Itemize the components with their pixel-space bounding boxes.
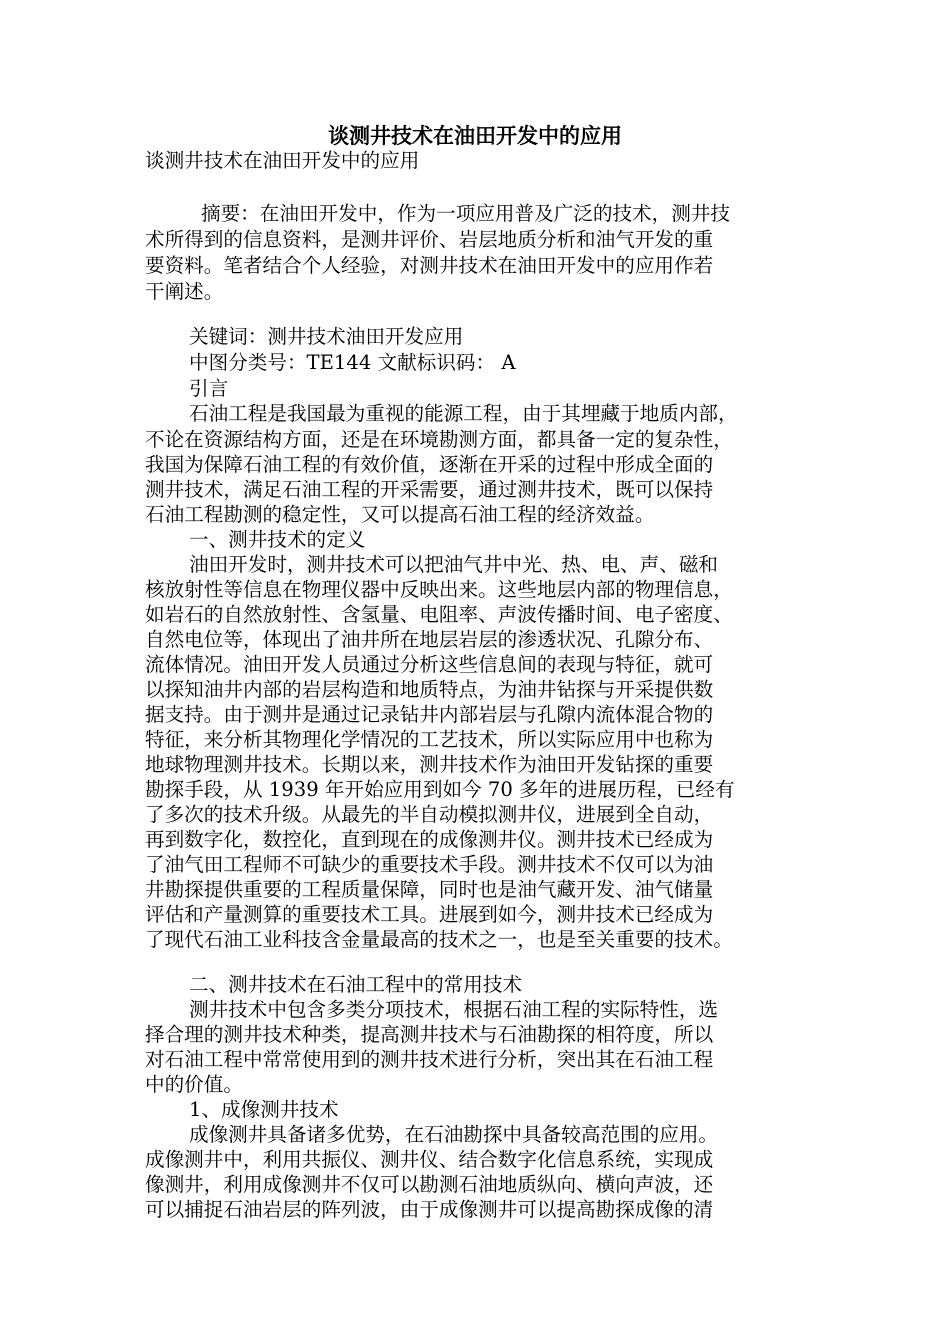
paragraph-line: 石油工程勘测的稳定性，又可以提高石油工程的经济效益。 — [145, 503, 655, 526]
abstract-line: 术所得到的信息资料，是测井评价、岩层地质分析和油气开发的重 — [145, 228, 714, 251]
classification: 中图分类号：TE144 文献标识码： A — [189, 351, 516, 374]
paragraph-line: 测井技术中包含多类分项技术，根据石油工程的实际特性，选 — [189, 998, 719, 1021]
paragraph-line: 石油工程是我国最为重视的能源工程，由于其埋藏于地质内部， — [189, 402, 738, 425]
paragraph-line: 自然电位等，体现出了油井所在地层岩层的渗透状况、孔隙分布、 — [145, 628, 714, 651]
paragraph-line: 不论在资源结构方面，还是在环境勘测方面，都具备一定的复杂性， — [145, 428, 733, 451]
paragraph-line: 测井技术，满足石油工程的开采需要，通过测井技术，既可以保持 — [145, 478, 714, 501]
document-subtitle: 谈测井技术在油田开发中的应用 — [145, 149, 420, 172]
paragraph-line: 流体情况。油田开发人员通过分析这些信息间的表现与特征，就可 — [145, 653, 714, 676]
paragraph-line: 评估和产量测算的重要技术工具。进展到如今，测井技术已经成为 — [145, 903, 714, 926]
paragraph-line: 了多次的技术升级。从最先的半自动模拟测井仪，进展到全自动， — [145, 803, 714, 826]
subsection-heading: 1、成像测井技术 — [189, 1098, 339, 1121]
section-heading: 二、测井技术在石油工程中的常用技术 — [189, 973, 523, 996]
paragraph-line: 以探知油井内部的岩层构造和地质特点，为油井钻探与开采提供数 — [145, 678, 714, 701]
paragraph-line: 地球物理测井技术。长期以来，测井技术作为油田开发钻探的重要 — [145, 753, 714, 776]
paragraph-line: 对石油工程中常常使用到的测井技术进行分析，突出其在石油工程 — [145, 1048, 714, 1071]
paragraph-line: 像测井，利用成像测井不仅可以勘测石油地质纵向、横向声波，还 — [145, 1173, 714, 1196]
abstract-line: 干阐述。 — [145, 280, 224, 303]
paragraph-line: 我国为保障石油工程的有效价值，逐渐在开采的过程中形成全面的 — [145, 453, 714, 476]
paragraph-line: 成像测井中，利用共振仪、测井仪、结合数字化信息系统，实现成 — [145, 1148, 714, 1171]
paragraph-line: 了油气田工程师不可缺少的重要技术手段。测井技术不仅可以为油 — [145, 853, 714, 876]
paragraph-line: 核放射性等信息在物理仪器中反映出来。这些地层内部的物理信息， — [145, 578, 733, 601]
paragraph-line: 油田开发时，测井技术可以把油气井中光、热、电、声、磁和 — [189, 553, 719, 576]
paragraph-line: 据支持。由于测井是通过记录钻井内部岩层与孔隙内流体混合物的 — [145, 703, 714, 726]
paragraph-line: 再到数字化，数控化，直到现在的成像测井仪。测井技术已经成为 — [145, 828, 714, 851]
paragraph-line: 成像测井具备诸多优势，在石油勘探中具备较高范围的应用。 — [189, 1123, 719, 1146]
abstract-line: 摘要：在油田开发中，作为一项应用普及广泛的技术，测井技 — [201, 202, 731, 225]
paragraph-line: 特征，来分析其物理化学情况的工艺技术，所以实际应用中也称为 — [145, 728, 714, 751]
document-title: 谈测井技术在油田开发中的应用 — [328, 124, 622, 148]
paragraph-line: 择合理的测井技术种类，提高测井技术与石油勘探的相符度，所以 — [145, 1023, 714, 1046]
paragraph-line: 勘探手段，从 1939 年开始应用到如今 70 多年的进展历程，已经有 — [145, 778, 735, 801]
paragraph-line: 井勘探提供重要的工程质量保障，同时也是油气藏开发、油气储量 — [145, 878, 714, 901]
keywords: 关键词：测井技术油田开发应用 — [189, 325, 464, 348]
paragraph-line: 如岩石的自然放射性、含氢量、电阻率、声波传播时间、电子密度、 — [145, 603, 733, 626]
paragraph-line: 中的价值。 — [145, 1073, 243, 1096]
abstract-line: 要资料。笔者结合个人经验，对测井技术在油田开发中的应用作若 — [145, 254, 714, 277]
paragraph-line: 可以捕捉石油岩层的阵列波，由于成像测井可以提高勘探成像的清 — [145, 1198, 714, 1221]
section-heading: 一、测井技术的定义 — [189, 528, 366, 551]
paragraph-line: 了现代石油工业科技含金量最高的技术之一，也是至关重要的技术。 — [145, 928, 733, 951]
intro-heading: 引言 — [189, 377, 229, 400]
